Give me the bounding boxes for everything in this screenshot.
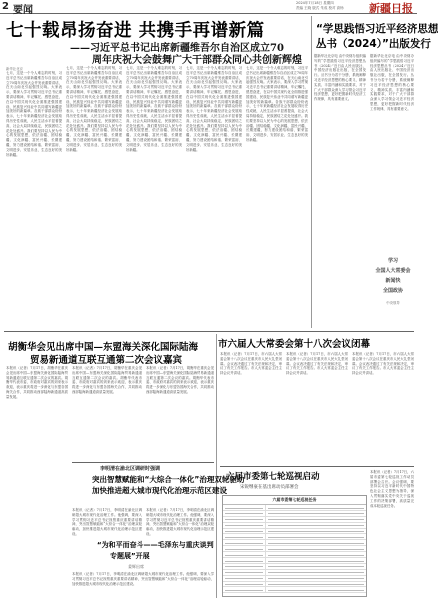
exhibition-body-text: 本报讯（记者）7月17日，李明清在渝北区调研超大城市现代化治理工作。他强调，要深入学习贯彻习近平总书记视察重庆重要讲话精神，突出智慧赋能和“大综合一体化”治理双轮驱动，加快推进超大城市现代化治理示范区建设。: [72, 572, 214, 586]
promo-line-4: 全国政协: [382, 288, 403, 294]
newspaper-logo: 新疆日报: [369, 2, 413, 15]
forum-column-1: [6, 366, 68, 596]
lead-column-5: [246, 66, 308, 328]
exhibition-headline-2[interactable]: 专题展”开展: [110, 552, 150, 560]
npc-body-text: 本报讯（记者）7月17日，市六届人大常委会第十八次会议在重庆市人民大礼堂闭幕。会议表决通过了有关法规和决定，审议了有关工作报告。市人大常委会主任主持会议并讲话。: [352, 352, 414, 376]
page-number: 2: [2, 1, 9, 12]
forum-headline-1[interactable]: 胡衡华会见出席中国—东盟海关深化国际陆海: [8, 342, 199, 353]
li-column-1: [72, 508, 142, 536]
lead-subtitle-1: ——习近平总书记出席新疆维吾尔自治区成立70: [70, 43, 284, 54]
forum-column-3: [146, 366, 214, 461]
forum-body-text: 本报讯（记者）7月17日，胡衡华在重庆会见出席中国—东盟海关深化国际陆海贸易新通道互联互通第二次会议的嘉宾。胡衡华代表市委、市政府对嘉宾的到来表示欢迎，表示重庆将进一步深化与东盟各国海关合作，共同推动西部陆海新通道高质量发展。: [72, 366, 142, 394]
promo-line-1: 学习: [387, 258, 398, 264]
patrol-column: [370, 470, 414, 598]
page-header: [0, 0, 417, 14]
patrol-body-text: 本报讯（记者）7月17日，六届市委第七轮巡视工作动员部署会召开。会议强调，要坚持以习近平新时代中国特色社会主义思想为指导，深入贯彻落实党中央关于巡视工作的决策部署，高质量完成本轮巡视任务。: [370, 470, 414, 508]
book-headline-2[interactable]: 丛书（2024）”出版发行: [316, 38, 431, 50]
lead-column-3: [126, 66, 182, 328]
lead-headline[interactable]: 七十载昂扬奋进 共携手再谱新篇: [6, 21, 265, 41]
lead-body-text: 七月，这是一个令人难忘的时刻，习近平总书记出席新疆维吾尔自治区成立70周年庆祝大会并发表重要讲话，在天山南北引起强烈反响。大家表示，要深入学习贯彻习近平总书记重要讲话精神，牢记嘱托、感恩奋进，在以中国式现代化全面推进强国建设、民族复兴伟业中共同谱写新疆更加美好的新篇章。各族干部群众纷纷表示，七十年来新疆经济社会发展取得历史性成就，人民生活水平显著提高，社会大局持续稳定，民族团结之花处处盛开。我们要坚持以人民为中心的发展思想，依法治疆、团结稳疆、文化润疆、富民兴疆、长期建疆，努力建设团结和谐、繁荣富裕、文明进步、安居乐业、生态良好的美好新疆。: [186, 66, 242, 152]
exhibition-headline-1[interactable]: “为和平而奋斗——毛泽东与重庆谈判: [97, 541, 214, 549]
forum-body-text: 本报讯（记者）7月17日，胡衡华在重庆会见出席中国—东盟海关深化国际陆海贸易新通道互联互通第二次会议的嘉宾。胡衡华代表市委、市政府对嘉宾的到来表示欢迎，表示重庆将进一步深化与东盟各国海关合作，共同推动西部陆海新通道高质量发展。: [6, 366, 68, 399]
lead-body-text: 七月，这是一个令人难忘的时刻，习近平总书记出席新疆维吾尔自治区成立70周年庆祝大会并发表重要讲话，在天山南北引起强烈反响。大家表示，要深入学习贯彻习近平总书记重要讲话精神，牢记嘱托、感恩奋进，在以中国式现代化全面推进强国建设、民族复兴伟业中共同谱写新疆更加美好的新篇章。各族干部群众纷纷表示，七十年来新疆经济社会发展取得历史性成就，人民生活水平显著提高，社会大局持续稳定，民族团结之花处处盛开。我们要坚持以人民为中心的发展思想，依法治疆、团结稳疆、文化润疆、富民兴疆、长期建疆，努力建设团结和谐、繁荣富裕、文明进步、安居乐业、生态良好的美好新疆。: [6, 71, 62, 157]
patrol-subtitle: 宋锐继豪在基出席动员部署会: [240, 485, 299, 490]
section-name: 要闻: [13, 5, 33, 16]
exhibition-byline: 姜辉出席: [128, 564, 144, 569]
forum-headline-2[interactable]: 贸易新通道互联互通第二次会议嘉宾: [30, 355, 183, 366]
npc-column-2: [286, 352, 348, 464]
patrol-headline[interactable]: 六届市委第七轮巡视启动: [226, 472, 320, 482]
lead-body-text: 七月，这是一个令人难忘的时刻，习近平总书记出席新疆维吾尔自治区成立70周年庆祝大会并发表重要讲话，在天山南北引起强烈反响。大家表示，要深入学习贯彻习近平总书记重要讲话精神，牢记嘱托、感恩奋进，在以中国式现代化全面推进强国建设、民族复兴伟业中共同谱写新疆更加美好的新篇章。各族干部群众纷纷表示，七十年来新疆经济社会发展取得历史性成就，人民生活水平显著提高，社会大局持续稳定，民族团结之花处处盛开。我们要坚持以人民为中心的发展思想，依法治疆、团结稳疆、文化润疆、富民兴疆、长期建疆，努力建设团结和谐、繁荣富裕、文明进步、安居乐业、生态良好的美好新疆。: [246, 66, 308, 142]
patrol-table: [222, 495, 367, 597]
book-body-text: 据新华社北京电 由中央财办组织编写的“学思践悟习近平经济思想丛书（2024）”近日由人民出版社、中国经济出版社出版，在全国发行。丛书分为若干分册，系统阐释习近平经济思想的核心要义、精神实质、丰富内涵和实践要求，对于广大干部群众深入学习领会习近平经济思想，更好把握新时代经济工作规律，具有重要意义。: [370, 54, 414, 111]
forum-body-text: 本报讯（记者）7月17日，胡衡华在重庆会见出席中国—东盟海关深化国际陆海贸易新通道互联互通第二次会议的嘉宾。胡衡华代表市委、市政府对嘉宾的到来表示欢迎，表示重庆将进一步深化与东盟各国海关合作，共同推动西部陆海新通道高质量发展。: [146, 366, 214, 394]
npc-body-text: 本报讯（记者）7月17日，市六届人大常委会第十八次会议在重庆市人民大礼堂闭幕。会议表决通过了有关法规和决定，审议了有关工作报告。市人大常委会主任主持会议并讲话。: [220, 352, 282, 376]
table-row: [223, 587, 366, 593]
promo-line-2: 全国人大常委会: [375, 268, 411, 274]
lead-column-4: [186, 66, 242, 328]
column-divider: [311, 16, 312, 328]
li-kicker: 李明清在渝北区调研时强调: [100, 466, 161, 472]
patrol-table-title: 六届市委第七轮巡视任务: [223, 496, 366, 505]
book-column-2: [370, 54, 414, 244]
book-column-1: [314, 54, 366, 328]
lead-byline: 新华社北京: [6, 67, 23, 71]
lead-body-text: 七月，这是一个令人难忘的时刻，习近平总书记出席新疆维吾尔自治区成立70周年庆祝大会并发表重要讲话，在天山南北引起强烈反响。大家表示，要深入学习贯彻习近平总书记重要讲话精神，牢记嘱托、感恩奋进，在以中国式现代化全面推进强国建设、民族复兴伟业中共同谱写新疆更加美好的新篇章。各族干部群众纷纷表示，七十年来新疆经济社会发展取得历史性成就，人民生活水平显著提高，社会大局持续稳定，民族团结之花处处盛开。我们要坚持以人民为中心的发展思想，依法治疆、团结稳疆、文化润疆、富民兴疆、长期建疆，努力建设团结和谐、繁荣富裕、文明进步、安居乐业、生态良好的美好新疆。: [126, 66, 182, 152]
date-line: 2024年7月18日 星期四: [296, 1, 334, 5]
li-headline-2[interactable]: 加快推进超大城市现代化治理示范区建设: [92, 486, 227, 495]
promo-line-5: 中央领导: [386, 301, 400, 305]
li-body-text: 本报讯（记者）7月17日，李明清在渝北区调研超大城市现代化治理工作。他强调，要深入学习贯彻习近平总书记视察重庆重要讲话精神，突出智慧赋能和“大综合一体化”治理双轮驱动，加快推进超大城市现代化治理示范区建设。: [72, 508, 142, 536]
li-headline-1[interactable]: 突出智慧赋能和“大综合一体化”治理双轮驱动: [92, 475, 245, 484]
promo-line-3: 新闻快: [385, 278, 401, 284]
npc-body-text: 本报讯（记者）7月17日，市六届人大常委会第十八次会议在重庆市人民大礼堂闭幕。会议表决通过了有关法规和决定，审议了有关工作报告。市人大常委会主任主持会议并讲话。: [286, 352, 348, 376]
book-body-text: 据新华社北京电 由中央财办组织编写的“学思践悟习近平经济思想丛书（2024）”近日由人民出版社、中国经济出版社出版，在全国发行。丛书分为若干分册，系统阐释习近平经济思想的核心要义、精神实质、丰富内涵和实践要求，对于广大干部群众深入学习领会习近平经济思想，更好把握新时代经济工作规律，具有重要意义。: [314, 54, 366, 102]
book-headline-1[interactable]: “学思践悟习近平经济思想: [316, 23, 438, 35]
promo-box[interactable]: [372, 247, 414, 329]
section-divider: [4, 331, 414, 332]
column-divider: [216, 334, 217, 598]
li-body-text: 本报讯（记者）7月17日，李明清在渝北区调研超大城市现代化治理工作。他强调，要深入学习贯彻习近平总书记视察重庆重要讲话精神，突出智慧赋能和“大综合一体化”治理双轮驱动，加快推进超大城市现代化治理示范区建设。: [146, 508, 214, 536]
npc-headline[interactable]: 市六届人大常委会第十八次会议闭幕: [218, 339, 371, 350]
npc-column-1: [220, 352, 282, 464]
section-divider: [72, 462, 214, 463]
lead-column-2: [66, 66, 122, 328]
forum-column-2: [72, 366, 142, 461]
li-column-2: [146, 508, 214, 536]
section-divider: [220, 466, 414, 467]
lead-subtitle-2: 周年庆祝大会鼓舞广大干部群众同心共创新辉煌: [92, 55, 302, 66]
lead-body-text: 七月，这是一个令人难忘的时刻，习近平总书记出席新疆维吾尔自治区成立70周年庆祝大会并发表重要讲话，在天山南北引起强烈反响。大家表示，要深入学习贯彻习近平总书记重要讲话精神，牢记嘱托、感恩奋进，在以中国式现代化全面推进强国建设、民族复兴伟业中共同谱写新疆更加美好的新篇章。各族干部群众纷纷表示，七十年来新疆经济社会发展取得历史性成就，人民生活水平显著提高，社会大局持续稳定，民族团结之花处处盛开。我们要坚持以人民为中心的发展思想，依法治疆、团结稳疆、文化润疆、富民兴疆、长期建疆，努力建设团结和谐、繁荣富裕、文明进步、安居乐业、生态良好的美好新疆。: [66, 66, 122, 152]
exhibition-column: [72, 572, 214, 598]
lead-column-1: [6, 66, 62, 328]
editor-line: 责编 王晓 版式 朱成 校对 高杨: [296, 6, 344, 10]
npc-column-3: [352, 352, 414, 464]
